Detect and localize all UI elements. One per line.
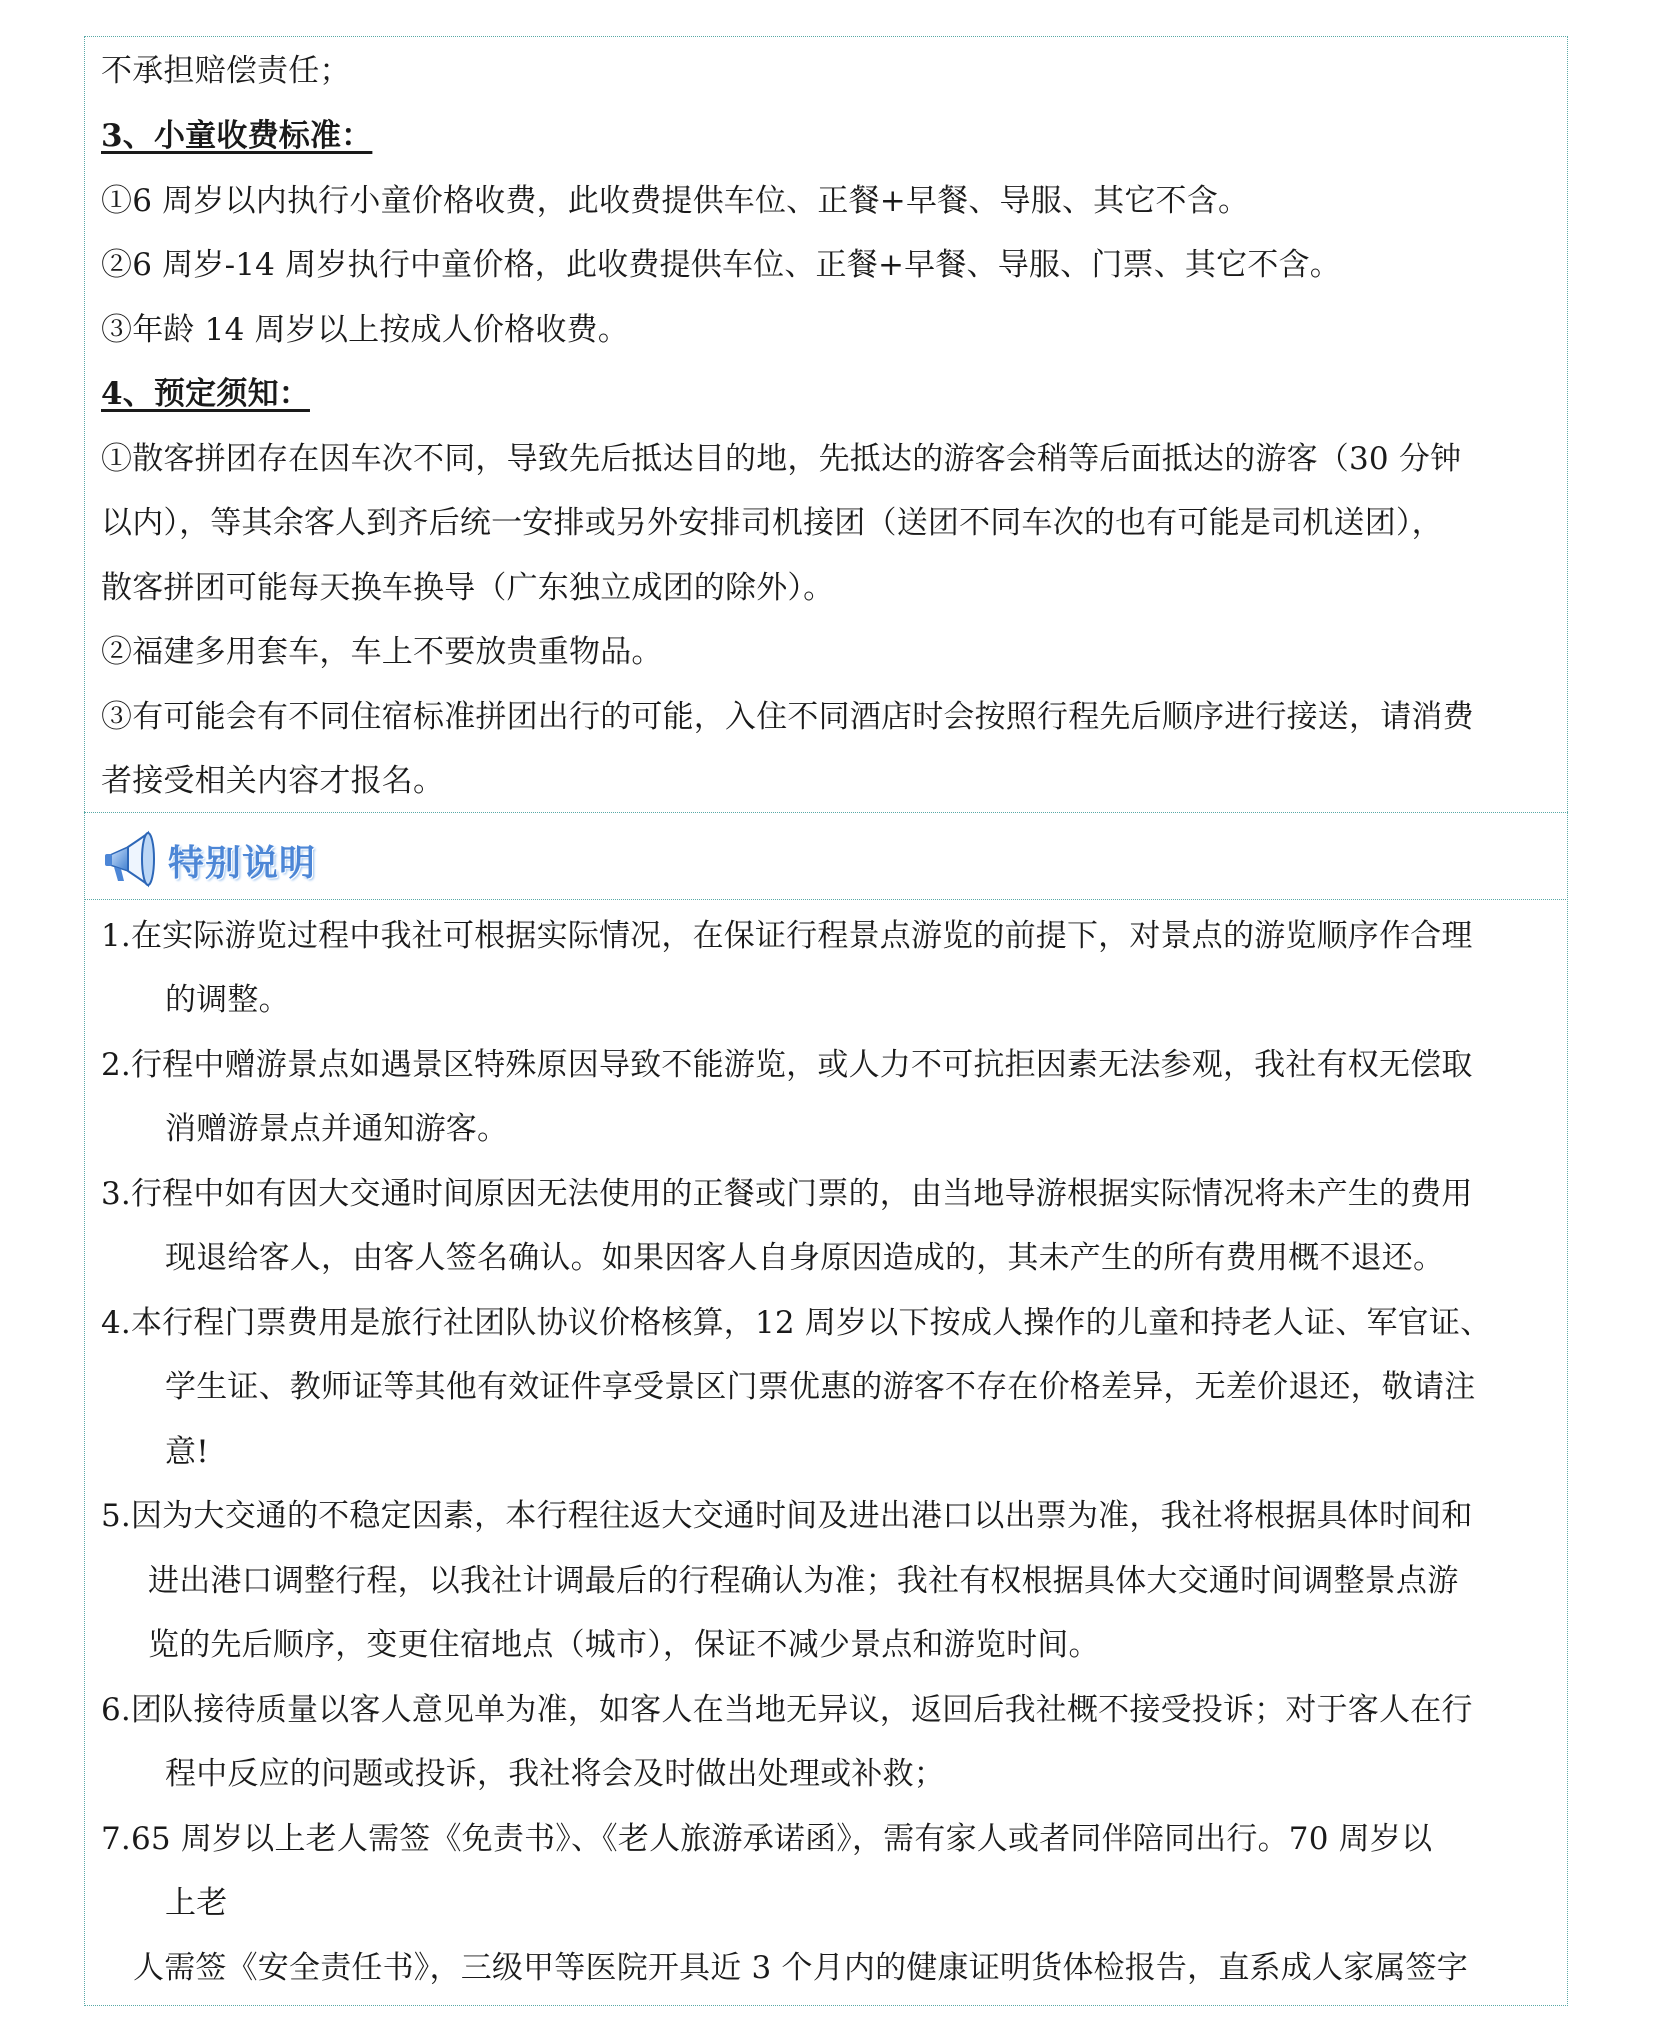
section-banner bbox=[102, 824, 316, 896]
section-divider bbox=[84, 899, 1568, 900]
banner-title: 特别说明 bbox=[168, 842, 317, 884]
text-line: ②6 周岁-14 周岁执行中童价格，此收费提供车位、正餐+早餐、导服、门票、其它不含。 bbox=[101, 247, 1341, 283]
text-line: ①散客拼团存在因车次不同，导致先后抵达目的地，先抵达的游客会稍等后面抵达的游客（30 分钟 bbox=[101, 441, 1462, 477]
text-line: 4.本行程门票费用是旅行社团队协议价格核算，12 周岁以下按成人操作的儿童和持老人证、军官证、 bbox=[101, 1305, 1492, 1341]
text-line: 人需签《安全责任书》，三级甲等医院开具近 3 个月内的健康证明货体检报告，直系成人家属签字 bbox=[133, 1950, 1468, 1986]
heading-child-fee: 3、小童收费标准： bbox=[101, 118, 373, 154]
megaphone-icon bbox=[102, 827, 164, 893]
text-line: 进出港口调整行程，以我社计调最后的行程确认为准；我社有权根据具体大交通时间调整景点游 bbox=[148, 1563, 1459, 1599]
text-line: 1.在实际游览过程中我社可根据实际情况，在保证行程景点游览的前提下，对景点的游览顺序作合理 bbox=[101, 918, 1473, 954]
text-line: 散客拼团可能每天换车换导（广东独立成团的除外）。 bbox=[101, 570, 835, 606]
text-line: ②福建多用套车，车上不要放贵重物品。 bbox=[101, 634, 663, 670]
section-divider bbox=[84, 812, 1568, 813]
text-line: 览的先后顺序，变更住宿地点（城市），保证不减少景点和游览时间。 bbox=[148, 1627, 1100, 1663]
text-line: 不承担赔偿责任； bbox=[101, 53, 351, 89]
text-line: 7.65 周岁以上老人需签《免责书》、《老人旅游承诺函》，需有家人或者同伴陪同出行。70 周岁以 bbox=[101, 1821, 1433, 1857]
text-line: 现退给客人，由客人签名确认。如果因客人自身原因造成的，其未产生的所有费用概不退还。 bbox=[165, 1240, 1445, 1276]
text-line: 的调整。 bbox=[165, 982, 290, 1018]
text-line: 上老 bbox=[165, 1885, 228, 1921]
text-line: 意! bbox=[165, 1434, 209, 1470]
text-line: ③年龄 14 周岁以上按成人价格收费。 bbox=[101, 312, 629, 348]
text-line: 程中反应的问题或投诉，我社将会及时做出处理或补救； bbox=[165, 1756, 945, 1792]
text-line: 以内），等其余客人到齐后统一安排或另外安排司机接团（送团不同车次的也有可能是司机送团）， bbox=[101, 505, 1443, 541]
text-line: 3.行程中如有因大交通时间原因无法使用的正餐或门票的，由当地导游根据实际情况将未产生的费用 bbox=[101, 1176, 1473, 1212]
text-line: 者接受相关内容才报名。 bbox=[101, 763, 445, 799]
text-line: ①6 周岁以内执行小童价格收费，此收费提供车位、正餐+早餐、导服、其它不含。 bbox=[101, 183, 1250, 219]
text-line: ③有可能会有不同住宿标准拼团出行的可能，入住不同酒店时会按照行程先后顺序进行接送，请消费 bbox=[101, 699, 1474, 735]
heading-booking-notice: 4、预定须知： bbox=[101, 376, 310, 412]
text-line: 学生证、教师证等其他有效证件享受景区门票优惠的游客不存在价格差异，无差价退还，敬请注 bbox=[165, 1369, 1476, 1405]
text-line: 6.团队接待质量以客人意见单为准，如客人在当地无异议，返回后我社概不接受投诉；对于客人在行 bbox=[101, 1692, 1473, 1728]
text-line: 5.因为大交通的不稳定因素，本行程往返大交通时间及进出港口以出票为准，我社将根据具体时间和 bbox=[101, 1498, 1473, 1534]
text-line: 2.行程中赠游景点如遇景区特殊原因导致不能游览，或人力不可抗拒因素无法参观，我社有权无偿取 bbox=[101, 1047, 1473, 1083]
text-line: 消赠游景点并通知游客。 bbox=[165, 1111, 509, 1147]
